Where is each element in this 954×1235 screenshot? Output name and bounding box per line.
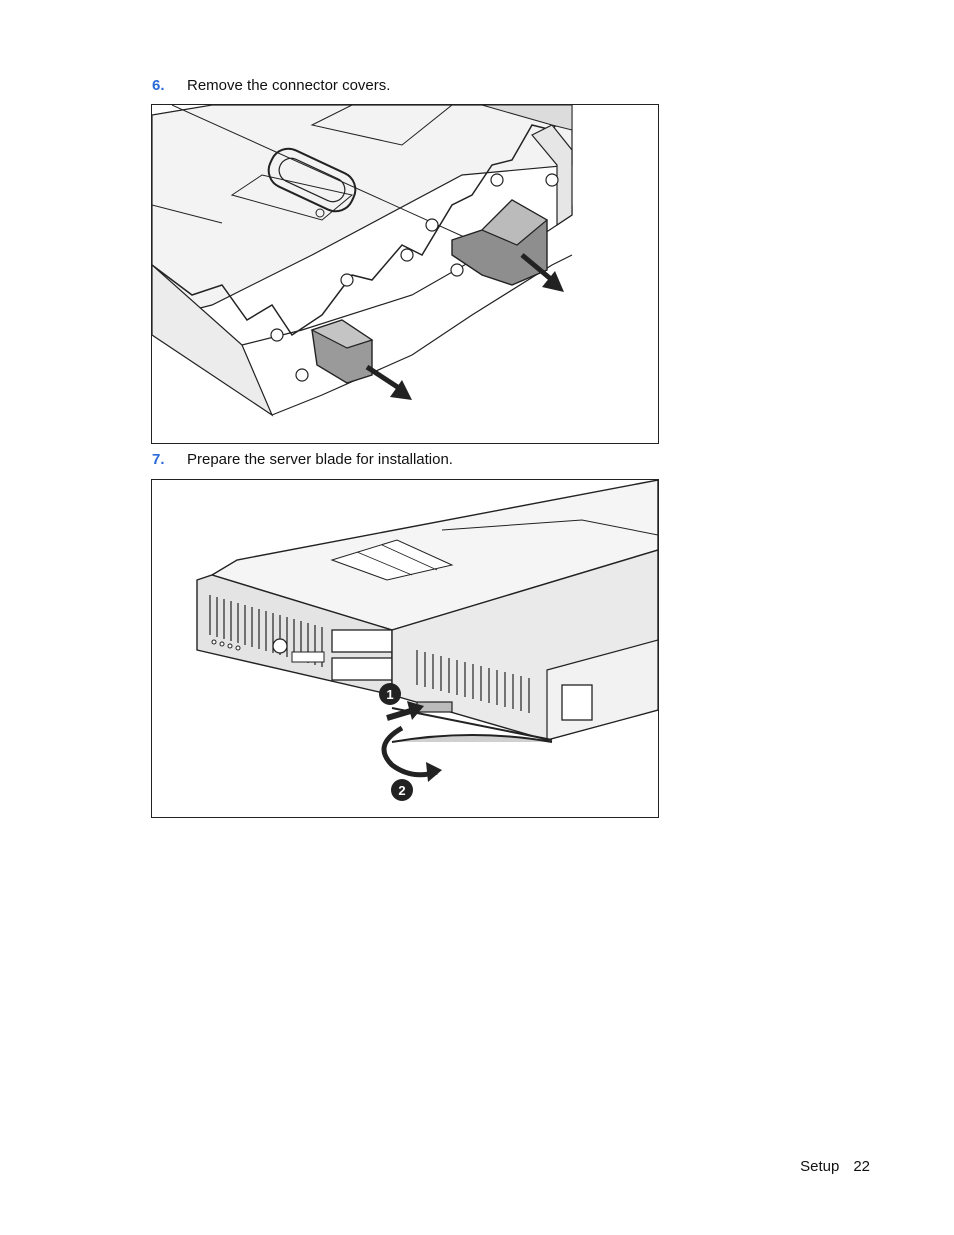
server-blade-illustration: [152, 480, 658, 817]
step-number: 6.: [152, 77, 165, 94]
footer-section: Setup: [800, 1158, 840, 1175]
page-footer: [800, 1158, 870, 1175]
figure-connector-covers: [151, 104, 659, 444]
step-number: 7.: [152, 451, 165, 468]
callout-2-label: 2: [398, 783, 406, 798]
step-text: Prepare the server blade for installation.: [187, 451, 453, 468]
figure-server-blade: [151, 479, 659, 818]
arrow-icon: [367, 367, 412, 400]
page-number: 22: [853, 1158, 870, 1175]
connector-covers-illustration: [152, 105, 658, 443]
callout-1-label: 1: [386, 687, 394, 702]
step-text: Remove the connector covers.: [187, 77, 391, 94]
